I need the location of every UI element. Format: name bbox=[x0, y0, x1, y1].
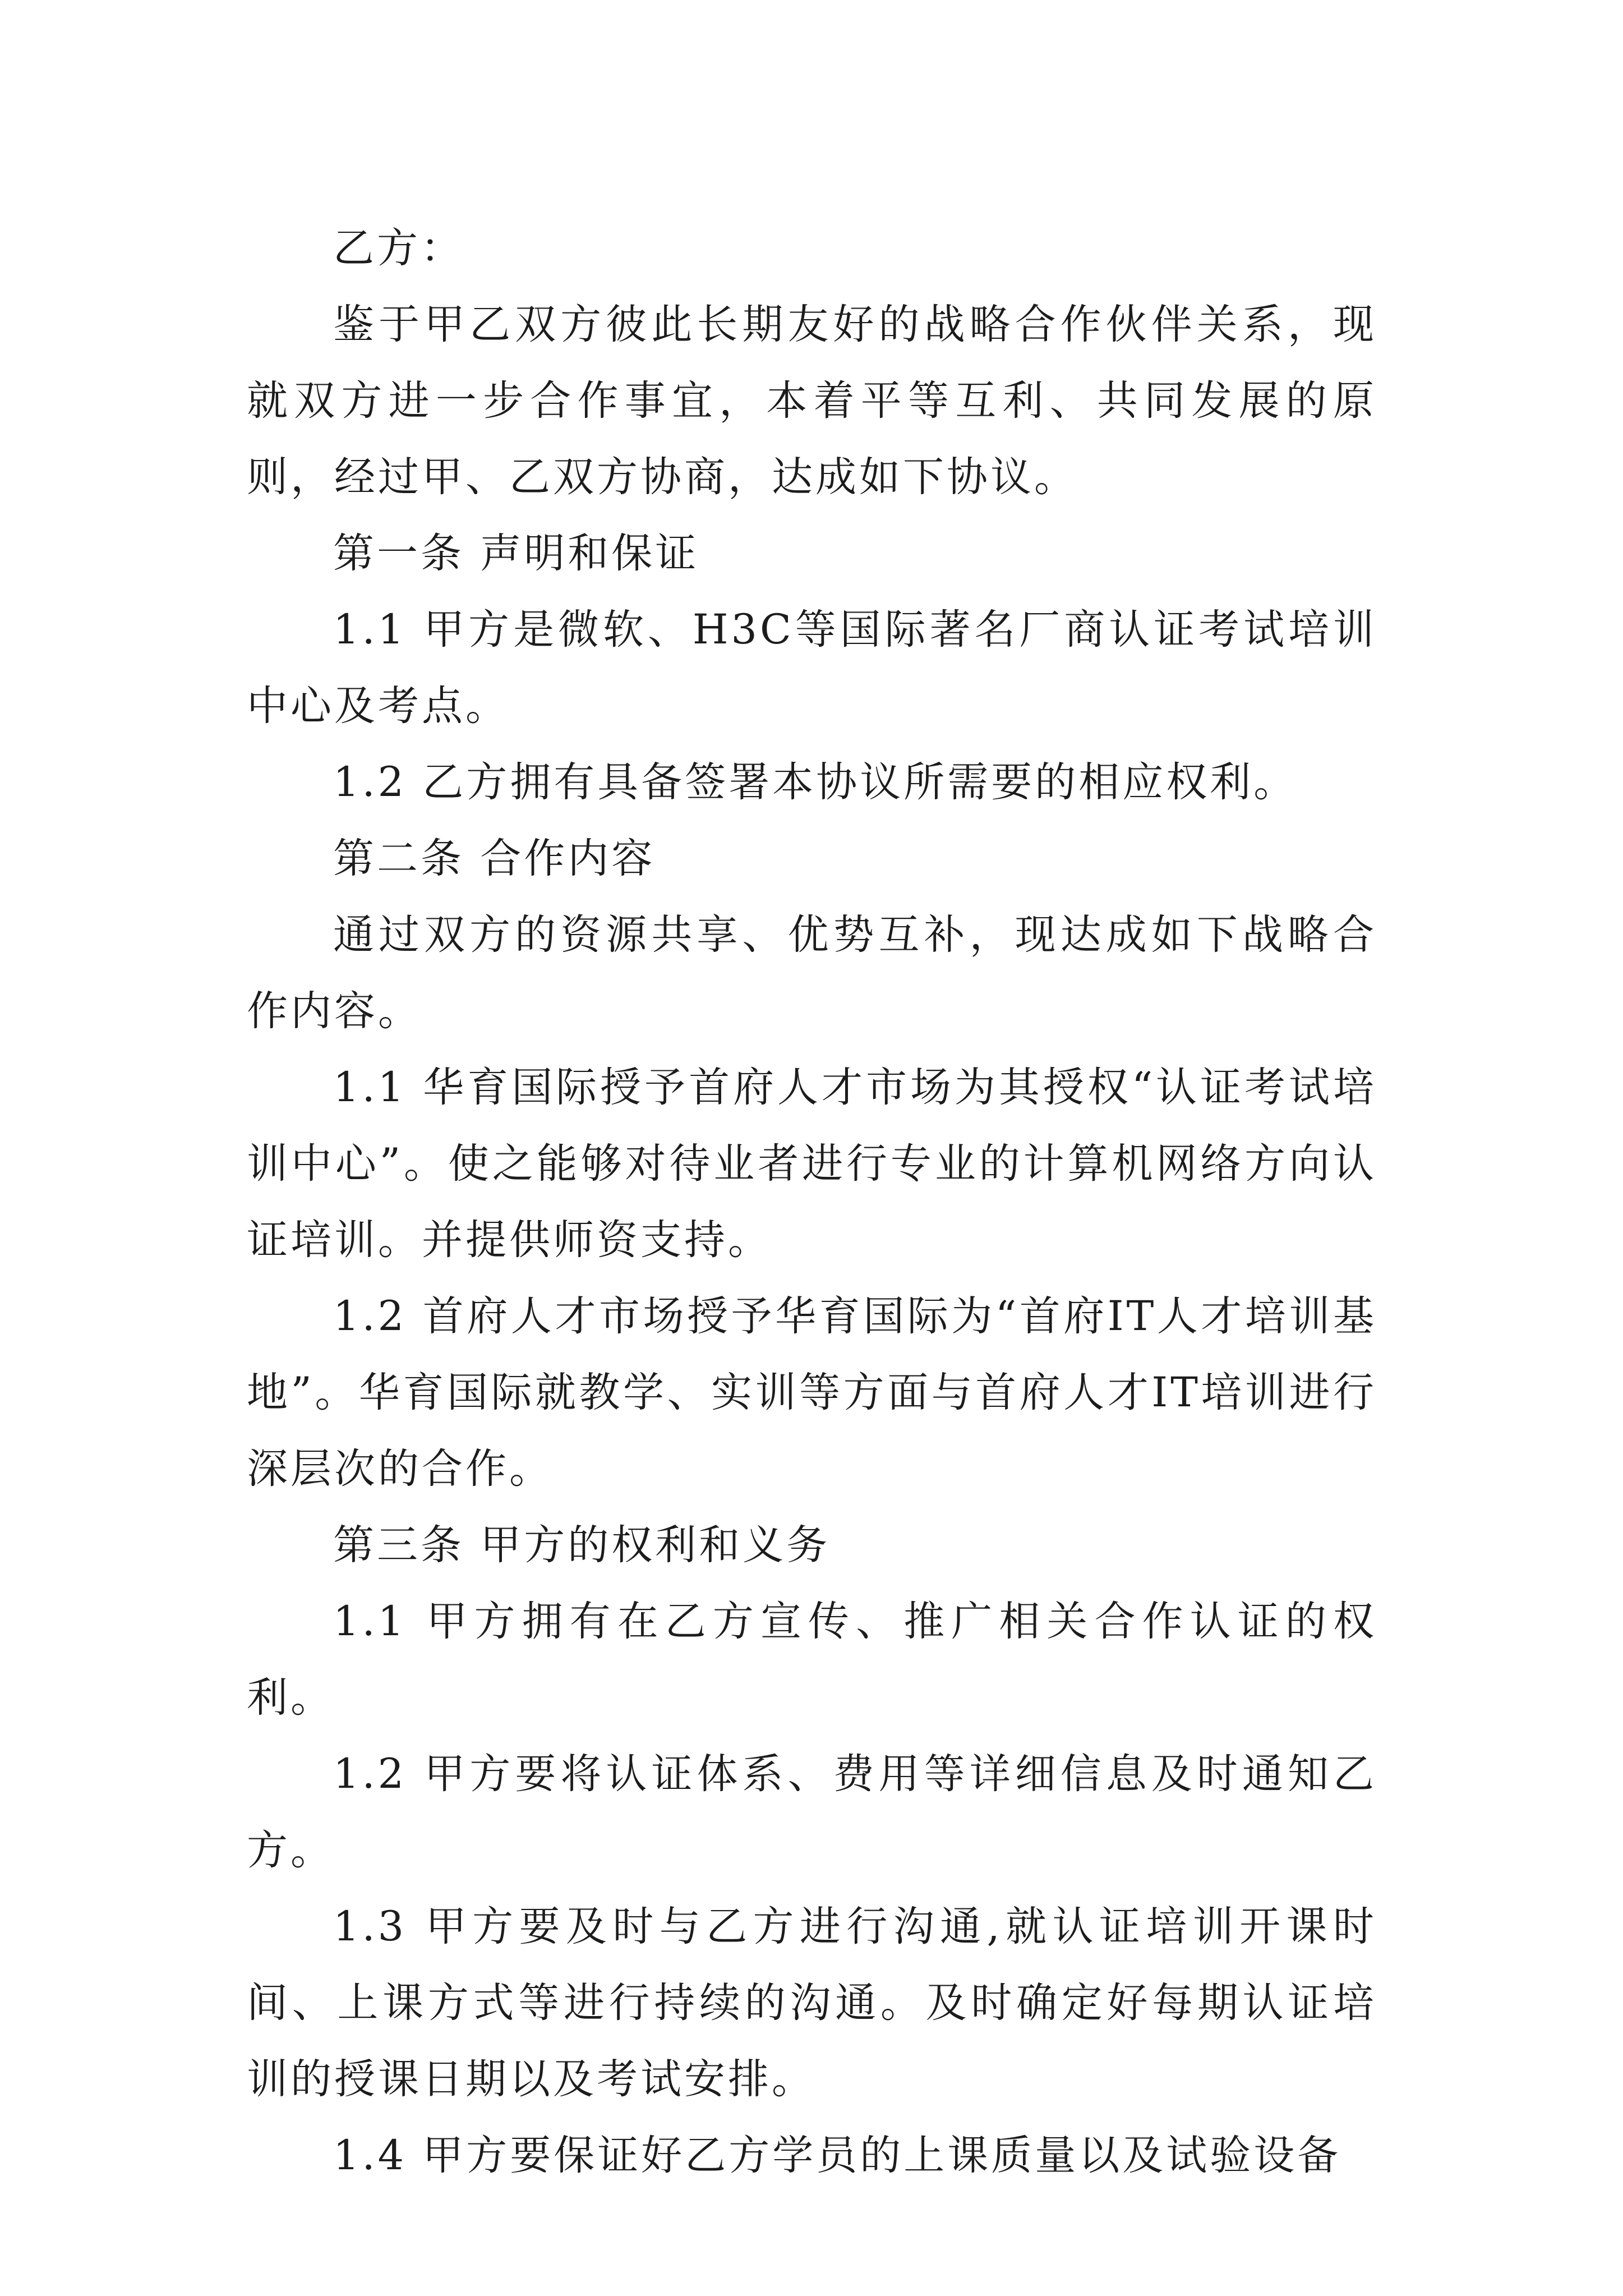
article-1-heading: 第一条 声明和保证 bbox=[333, 530, 699, 577]
clause-1-1: 1.1 甲方是微软、H3C等国际著名厂商认证考试培训中心及考点。 bbox=[247, 606, 1377, 730]
clause-3-3: 1.3 甲方要及时与乙方进行沟通,就认证培训开课时间、上课方式等进行持续的沟通。及时确定好每期认证培训的授课日期以及考试安排。 bbox=[247, 1903, 1377, 2103]
clause-3-4: 1.4 甲方要保证好乙方学员的上课质量以及试验设备 bbox=[333, 2132, 1341, 2179]
clause-1-2: 1.2 乙方拥有具备签署本协议所需要的相应权利。 bbox=[333, 758, 1298, 806]
document-body bbox=[247, 210, 1377, 2194]
article-2-intro: 通过双方的资源共享、优势互补，现达成如下战略合作内容。 bbox=[247, 911, 1377, 1035]
party-b-label: 乙方： bbox=[333, 224, 464, 272]
clause-3-1: 1.1 甲方拥有在乙方宣传、推广相关合作认证的权利。 bbox=[247, 1598, 1377, 1722]
preamble-paragraph: 鉴于甲乙双方彼此长期友好的战略合作伙伴关系，现就双方进一步合作事宜，本着平等互利、共同发展的原则，经过甲、乙双方协商，达成如下协议。 bbox=[247, 301, 1377, 501]
clause-3-2: 1.2 甲方要将认证体系、费用等详细信息及时通知乙方。 bbox=[247, 1750, 1377, 1874]
article-3-heading: 第三条 甲方的权利和义务 bbox=[333, 1521, 831, 1569]
clause-2-2: 1.2 首府人才市场授予华育国际为“首府IT人才培训基地”。华育国际就教学、实训等方面与首府人才IT培训进行深层次的合作。 bbox=[247, 1292, 1377, 1493]
clause-2-1: 1.1 华育国际授予首府人才市场为其授权“认证考试培训中心”。使之能够对待业者进行专业的计算机网络方向认证培训。并提供师资支持。 bbox=[247, 1064, 1377, 1264]
article-2-heading: 第二条 合作内容 bbox=[333, 835, 656, 882]
